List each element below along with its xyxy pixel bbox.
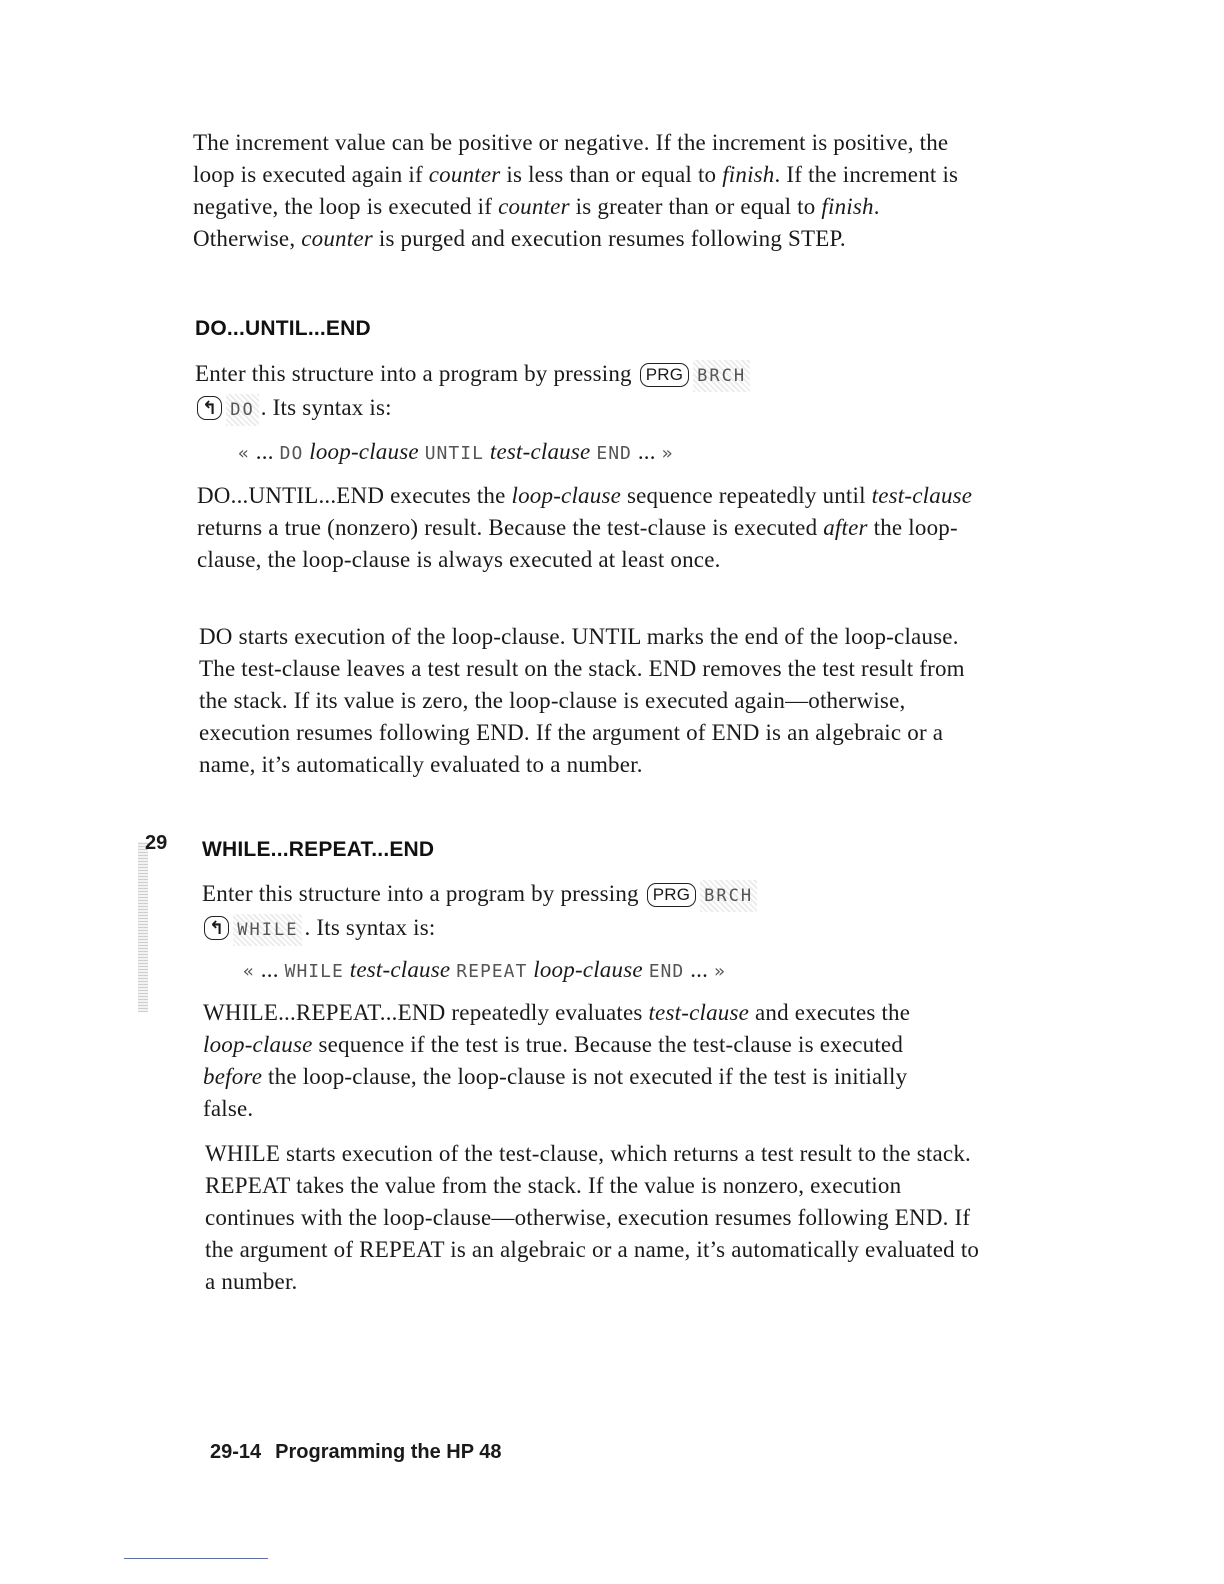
- section-heading-do-until: DO...UNTIL...END: [195, 317, 371, 340]
- prg-key: PRG: [647, 883, 696, 907]
- term-finish: finish: [821, 194, 874, 219]
- section-heading-while-repeat: WHILE...REPEAT...END: [202, 838, 435, 861]
- prg-key: PRG: [640, 363, 689, 387]
- while-repeat-syntax: « ... WHILE test-clause REPEAT loop-clause END ... »: [243, 957, 726, 982]
- page-number: 29-14: [210, 1441, 262, 1463]
- term-counter: counter: [498, 194, 570, 219]
- left-shift-key-icon: ↰: [204, 916, 229, 940]
- chapter-number: 29: [145, 832, 168, 854]
- do-softkey: DO: [226, 394, 258, 426]
- brch-softkey: BRCH: [693, 360, 750, 392]
- term-counter: counter: [428, 162, 501, 187]
- bottom-rule: [124, 1558, 268, 1559]
- while-repeat-enter-instruction: Enter this structure into a program by pressing PRG BRCH ↰ WHILE . Its syntax is:: [202, 878, 922, 946]
- term-counter: counter: [301, 226, 373, 251]
- page-footer: [210, 1441, 502, 1464]
- intro-paragraph: The increment value can be positive or negative. If the increment is positive, the loop is executed again if counter is less than or equal to finish. If the increment is negative, the loop is executed if counter is greater than or equal to finish. Otherwise, counter is purged and execution resumes following STEP.: [193, 130, 959, 251]
- while-repeat-execution-paragraph: WHILE starts execution of the test-clause, which returns a test result to the stack. REPEAT takes the value from the stack. If the value is nonzero, execution continues with the loop-clause—otherwise, execution resumes following END. If the argument of REPEAT is an algebraic or a name, it’s automatically evaluated to a number.: [205, 1141, 980, 1294]
- do-until-description: DO...UNTIL...END executes the loop-clause sequence repeatedly until test-clause returns a true (nonzero) result. Because the test-clause is executed after the loop-clause, the loop-clause is always executed at least once.: [197, 483, 973, 572]
- chapter-tab-marker: [138, 842, 148, 1012]
- term-finish: finish: [722, 162, 775, 187]
- do-until-execution-paragraph: DO starts execution of the loop-clause. UNTIL marks the end of the loop-clause. The test-clause leaves a test result on the stack. END removes the test result from the stack. If its value is zero, the loop-clause is executed again—otherwise, execution resumes following END. If the argument of END is an algebraic or a name, it’s automatically evaluated to a number.: [199, 624, 965, 777]
- do-until-enter-instruction: Enter this structure into a program by pressing PRG BRCH ↰ DO . Its syntax is:: [195, 358, 915, 426]
- while-softkey: WHILE: [233, 914, 302, 946]
- left-shift-key-icon: ↰: [197, 396, 222, 420]
- brch-softkey: BRCH: [700, 880, 757, 912]
- do-until-syntax: « ... DO loop-clause UNTIL test-clause END ... »: [238, 439, 674, 464]
- while-repeat-description: WHILE...REPEAT...END repeatedly evaluates test-clause and executes the loop-clause sequence if the test is true. Because the test-clause is executed before the loop-clause, the loop-clause is not executed if the test is initially false.: [203, 1000, 911, 1121]
- book-title: Programming the HP 48: [275, 1441, 502, 1463]
